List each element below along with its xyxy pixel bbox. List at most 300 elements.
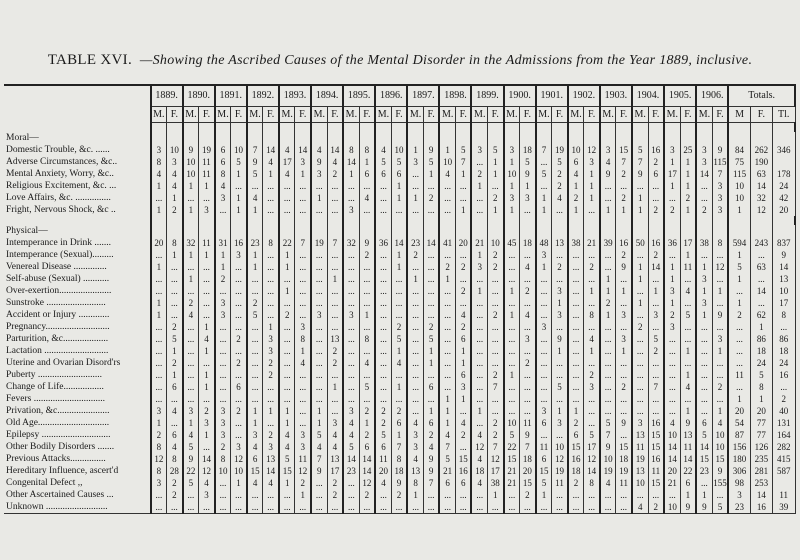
table-cell: ... [728, 381, 750, 393]
table-cell: ... [343, 381, 359, 393]
table-cell: 9 [616, 417, 632, 429]
table-cell: ... [488, 297, 504, 309]
table-cell: 50 [632, 237, 648, 249]
table-cell: 2 [359, 489, 375, 501]
table-cell: ... [471, 156, 487, 168]
table-cell: 24 [750, 357, 772, 369]
table-cell: 3 [183, 405, 199, 417]
table-cell: 2 [455, 261, 471, 273]
table-cell: 11 [728, 369, 750, 381]
table-cell: 1 [696, 309, 712, 321]
table-cell: 1 [536, 192, 552, 204]
table-cell: 38 [488, 477, 504, 489]
table-cell: 54 [728, 417, 750, 429]
table-cell: 14 [199, 453, 215, 465]
table-cell: ... [600, 405, 616, 417]
table-cell: ... [584, 297, 600, 309]
table-cell: 4 [327, 429, 343, 441]
table-cell: ... [616, 369, 632, 381]
table-cell: 3 [215, 405, 231, 417]
table-cell: 1 [664, 297, 680, 309]
table-row [4, 156, 795, 168]
table-cell: ... [423, 261, 439, 273]
table-cell: ... [520, 405, 536, 417]
table-cell: 8 [391, 453, 407, 465]
table-cell: 10 [632, 477, 648, 489]
table-cell: 1 [471, 249, 487, 261]
cause-label: Self-abuse (Sexual) ........... [4, 273, 151, 285]
table-cell: 2 [423, 429, 439, 441]
table-cell: ... [295, 261, 311, 273]
table-cell: 4 [407, 453, 423, 465]
table-cell: ... [375, 204, 391, 216]
table-cell: ... [750, 249, 772, 261]
table-cell: ... [263, 204, 279, 216]
table-cell: ... [375, 249, 391, 261]
table-cell: 10 [568, 144, 584, 156]
table-cell: ... [311, 369, 327, 381]
table-cell: ... [375, 393, 391, 405]
table-row [4, 489, 795, 501]
table-cell: 23 [696, 465, 712, 477]
table-cell: ... [772, 381, 795, 393]
table-cell: 1 [504, 180, 520, 192]
table-cell: ... [295, 417, 311, 429]
table-cell: ... [696, 381, 712, 393]
table-cell: 4 [680, 381, 696, 393]
table-cell: 10 [215, 465, 231, 477]
table-cell: 1 [327, 381, 343, 393]
table-cell: 1 [680, 168, 696, 180]
table-cell: ... [696, 249, 712, 261]
table-cell: 20 [728, 405, 750, 417]
table-cell: 4 [199, 333, 215, 345]
table-cell: ... [712, 273, 728, 285]
table-cell: ... [439, 369, 455, 381]
table-cell: 63 [750, 168, 772, 180]
table-cell: 8 [712, 237, 728, 249]
table-cell: 1 [696, 489, 712, 501]
cause-label: Privation, &c...................... [4, 405, 151, 417]
table-cell: ... [295, 297, 311, 309]
table-cell: 1 [279, 261, 295, 273]
table-cell: ... [391, 309, 407, 321]
table-cell: ... [616, 321, 632, 333]
table-cell: ... [584, 405, 600, 417]
table-cell: ... [680, 273, 696, 285]
table-cell: ... [263, 192, 279, 204]
table-cell: ... [471, 309, 487, 321]
table-cell: ... [439, 309, 455, 321]
table-cell: 86 [750, 333, 772, 345]
table-cell: 18 [750, 345, 772, 357]
table-cell: 1 [728, 297, 750, 309]
male-header: M. [632, 107, 648, 123]
table-cell: 12 [151, 453, 167, 465]
table-cell: ... [375, 285, 391, 297]
table-cell: ... [375, 180, 391, 192]
table-cell: ... [471, 273, 487, 285]
table-row [4, 168, 795, 180]
table-cell: 2 [616, 168, 632, 180]
table-cell: 9 [423, 144, 439, 156]
table-row [4, 333, 795, 345]
table-cell: ... [600, 393, 616, 405]
section-spacer [4, 216, 795, 225]
table-cell: 1 [151, 309, 167, 321]
table-cell: ... [247, 369, 263, 381]
table-cell: 1 [680, 345, 696, 357]
table-cell: ... [439, 204, 455, 216]
table-cell: 8 [359, 333, 375, 345]
table-cell: 8 [407, 477, 423, 489]
table-cell: 5 [680, 309, 696, 321]
table-cell: 3 [664, 144, 680, 156]
table-cell: 1 [279, 249, 295, 261]
table-cell: ... [568, 309, 584, 321]
table-cell: 4 [680, 285, 696, 297]
table-cell: ... [471, 417, 487, 429]
table-cell: 1 [183, 417, 199, 429]
table-cell: ... [343, 261, 359, 273]
table-cell: ... [616, 273, 632, 285]
table-cell: ... [616, 180, 632, 192]
male-header: M. [279, 107, 295, 123]
table-cell: ... [279, 489, 295, 501]
table-cell: 5 [520, 156, 536, 168]
table-cell: 14 [584, 465, 600, 477]
table-cell: ... [520, 321, 536, 333]
table-cell: 1 [712, 285, 728, 297]
table-cell: ... [504, 405, 520, 417]
table-cell: 4 [584, 333, 600, 345]
table-cell: ... [552, 204, 568, 216]
table-cell: ... [648, 297, 664, 309]
table-cell: 2 [263, 369, 279, 381]
table-cell: 41 [439, 237, 455, 249]
table-cell: 15 [616, 144, 632, 156]
table-cell: 2 [375, 417, 391, 429]
table-cell: 15 [616, 441, 632, 453]
table-cell: 9 [311, 156, 327, 168]
cause-label: Over-exertion...................... [4, 285, 151, 297]
table-cell: 13 [772, 273, 795, 285]
table-cell: 4 [520, 309, 536, 321]
table-cell: ... [375, 333, 391, 345]
table-cell: 2 [183, 297, 199, 309]
table-cell: 14 [343, 156, 359, 168]
table-cell: 10 [488, 237, 504, 249]
table-cell: ... [536, 393, 552, 405]
table-cell: 8 [215, 168, 231, 180]
table-cell: 15 [279, 465, 295, 477]
table-cell: ... [664, 192, 680, 204]
table-cell: ... [231, 393, 247, 405]
table-cell: ... [632, 489, 648, 501]
table-cell: ... [616, 297, 632, 309]
table-cell: ... [151, 381, 167, 393]
table-row [4, 477, 795, 489]
table-cell: 2 [215, 273, 231, 285]
table-cell: ... [263, 417, 279, 429]
table-row [4, 249, 795, 261]
table-cell: 4 [327, 441, 343, 453]
table-cell: 3 [343, 204, 359, 216]
table-cell: ... [568, 261, 584, 273]
table-row [4, 180, 795, 192]
table-cell: 4 [423, 441, 439, 453]
table-cell: ... [423, 309, 439, 321]
table-cell: 20 [151, 237, 167, 249]
table-cell: ... [327, 261, 343, 273]
table-cell: ... [295, 405, 311, 417]
table-cell: 16 [455, 465, 471, 477]
table-cell: 13 [407, 465, 423, 477]
table-cell: ... [439, 297, 455, 309]
table-row [4, 393, 795, 405]
table-cell: 38 [696, 237, 712, 249]
table-cell: 1 [584, 168, 600, 180]
table-cell: ... [568, 333, 584, 345]
table-cell: 15 [648, 477, 664, 489]
table-cell: 2 [648, 501, 664, 514]
table-cell: ... [231, 417, 247, 429]
table-cell: ... [616, 429, 632, 441]
table-cell: 1 [311, 192, 327, 204]
table-cell: 10 [504, 417, 520, 429]
table-cell: 243 [750, 237, 772, 249]
table-cell: ... [359, 180, 375, 192]
table-cell: ... [231, 345, 247, 357]
table-cell: 3 [504, 144, 520, 156]
table-row [4, 261, 795, 273]
table-cell: ... [391, 369, 407, 381]
table-cell: ... [455, 501, 471, 514]
female-header: F. [199, 107, 215, 123]
table-cell: ... [343, 180, 359, 192]
table-cell: 3 [327, 417, 343, 429]
table-cell: ... [295, 381, 311, 393]
table-cell: 7 [295, 237, 311, 249]
table-cell: ... [664, 489, 680, 501]
table-cell: 2 [600, 297, 616, 309]
table-cell: ... [439, 321, 455, 333]
table-row [4, 357, 795, 369]
table-cell: ... [391, 297, 407, 309]
table-cell: ... [568, 297, 584, 309]
table-cell: ... [568, 357, 584, 369]
table-cell: ... [455, 297, 471, 309]
table-cell: ... [471, 393, 487, 405]
table-cell: ... [359, 297, 375, 309]
corner-cell [4, 85, 151, 123]
table-cell: ... [552, 249, 568, 261]
table-cell: 14 [664, 441, 680, 453]
table-cell: 2 [471, 168, 487, 180]
table-cell: 13 [263, 453, 279, 465]
table-cell: ... [215, 204, 231, 216]
table-cell: ... [215, 345, 231, 357]
year-header: 1896. [375, 85, 407, 107]
table-cell: 6 [215, 156, 231, 168]
table-cell: 15 [520, 477, 536, 489]
table-row [4, 441, 795, 453]
table-cell: ... [215, 369, 231, 381]
table-cell: ... [391, 285, 407, 297]
table-row [4, 192, 795, 204]
table-cell: 5 [359, 381, 375, 393]
table-cell: ... [391, 393, 407, 405]
table-cell: 1 [680, 369, 696, 381]
table-cell: 1 [391, 261, 407, 273]
table-cell: ... [536, 156, 552, 168]
cause-label: Other Ascertained Causes ... [4, 489, 151, 501]
table-cell: 14 [750, 285, 772, 297]
table-cell: ... [712, 297, 728, 309]
table-cell: ... [488, 501, 504, 514]
table-cell: 13 [327, 453, 343, 465]
table-cell: ... [327, 285, 343, 297]
table-cell: 17 [584, 441, 600, 453]
cause-label: Intemperance (Sexual)......... [4, 249, 151, 261]
table-cell: 5 [750, 369, 772, 381]
table-cell: 8 [167, 453, 183, 465]
table-cell: ... [295, 501, 311, 514]
table-cell: ... [375, 369, 391, 381]
table-cell: ... [728, 285, 750, 297]
table-cell: 8 [772, 309, 795, 321]
table-cell: ... [311, 297, 327, 309]
table-cell: 4 [279, 144, 295, 156]
table-cell: 10 [728, 180, 750, 192]
table-cell: 837 [772, 237, 795, 249]
table-cell: 15 [247, 465, 263, 477]
table-cell: ... [696, 180, 712, 192]
table-cell: ... [632, 333, 648, 345]
table-cell: ... [712, 357, 728, 369]
table-cell: 77 [750, 429, 772, 441]
table-cell: 3 [343, 309, 359, 321]
table-cell: ... [151, 357, 167, 369]
male-header: M. [183, 107, 199, 123]
table-cell: ... [343, 285, 359, 297]
table-cell: 2 [215, 441, 231, 453]
table-cell: 11 [680, 261, 696, 273]
table-cell: 3 [471, 144, 487, 156]
table-cell: 3 [215, 192, 231, 204]
table-cell: ... [311, 333, 327, 345]
table-cell: 5 [167, 333, 183, 345]
table-cell: ... [648, 357, 664, 369]
table-cell: ... [343, 489, 359, 501]
cause-label: Unknown .......................... [4, 501, 151, 514]
table-cell: ... [343, 501, 359, 514]
admissions-causes-table [4, 84, 796, 514]
table-cell: 42 [772, 192, 795, 204]
table-cell: 4 [295, 357, 311, 369]
table-cell: ... [520, 381, 536, 393]
table-cell: 1 [616, 285, 632, 297]
table-cell: ... [680, 393, 696, 405]
table-cell: ... [600, 381, 616, 393]
table-cell: 3 [215, 417, 231, 429]
cause-label: Hereditary Influence, ascert'd [4, 465, 151, 477]
table-cell: 1 [455, 393, 471, 405]
table-cell: 1 [391, 345, 407, 357]
table-cell: ... [311, 249, 327, 261]
table-cell: 1 [439, 273, 455, 285]
section-heading-row [4, 225, 795, 237]
table-cell: ... [584, 249, 600, 261]
table-cell: ... [183, 381, 199, 393]
table-cell: 3 [471, 261, 487, 273]
table-cell: 2 [552, 180, 568, 192]
table-cell: ... [167, 501, 183, 514]
table-cell: 1 [327, 273, 343, 285]
table-cell: 7 [423, 477, 439, 489]
table-cell: ... [231, 309, 247, 321]
female-header: F. [295, 107, 311, 123]
table-cell: ... [263, 261, 279, 273]
table-cell: 3 [199, 489, 215, 501]
table-cell: 4 [183, 429, 199, 441]
table-cell: 5 [375, 429, 391, 441]
table-cell: 3 [536, 249, 552, 261]
table-cell: 6 [536, 417, 552, 429]
table-cell: ... [568, 249, 584, 261]
table-cell: 7 [712, 168, 728, 180]
table-cell: ... [696, 192, 712, 204]
table-cell: 2 [167, 477, 183, 489]
table-cell: 5 [183, 441, 199, 453]
table-cell: ... [423, 501, 439, 514]
table-cell: ... [359, 345, 375, 357]
table-cell: ... [696, 345, 712, 357]
table-cell: ... [247, 381, 263, 393]
table-cell: 19 [632, 453, 648, 465]
table-cell: ... [536, 381, 552, 393]
table-cell: 11 [680, 441, 696, 453]
table-cell: 1 [680, 204, 696, 216]
table-cell: 1 [664, 180, 680, 192]
table-cell: 1 [151, 204, 167, 216]
table-cell: 1 [504, 369, 520, 381]
table-cell: ... [199, 285, 215, 297]
table-cell: ... [504, 273, 520, 285]
year-header: 1890. [183, 85, 215, 107]
table-cell: 20 [664, 465, 680, 477]
table-cell: 1 [600, 285, 616, 297]
cause-label: Uterine and Ovarian Disord'rs [4, 357, 151, 369]
table-body [4, 123, 795, 514]
table-cell: 6 [247, 453, 263, 465]
table-cell: 4 [455, 417, 471, 429]
table-cell: 2 [552, 168, 568, 180]
table-cell: ... [439, 345, 455, 357]
table-cell: ... [407, 369, 423, 381]
table-cell: ... [664, 381, 680, 393]
table-cell: 1 [263, 321, 279, 333]
table-cell: ... [183, 357, 199, 369]
table-cell: ... [407, 381, 423, 393]
male-header: M. [536, 107, 552, 123]
table-cell: ... [407, 333, 423, 345]
table-cell: 5 [552, 156, 568, 168]
table-cell: ... [327, 180, 343, 192]
cause-label: Previous Attacks............... [4, 453, 151, 465]
table-row [4, 321, 795, 333]
table-cell: ... [327, 501, 343, 514]
